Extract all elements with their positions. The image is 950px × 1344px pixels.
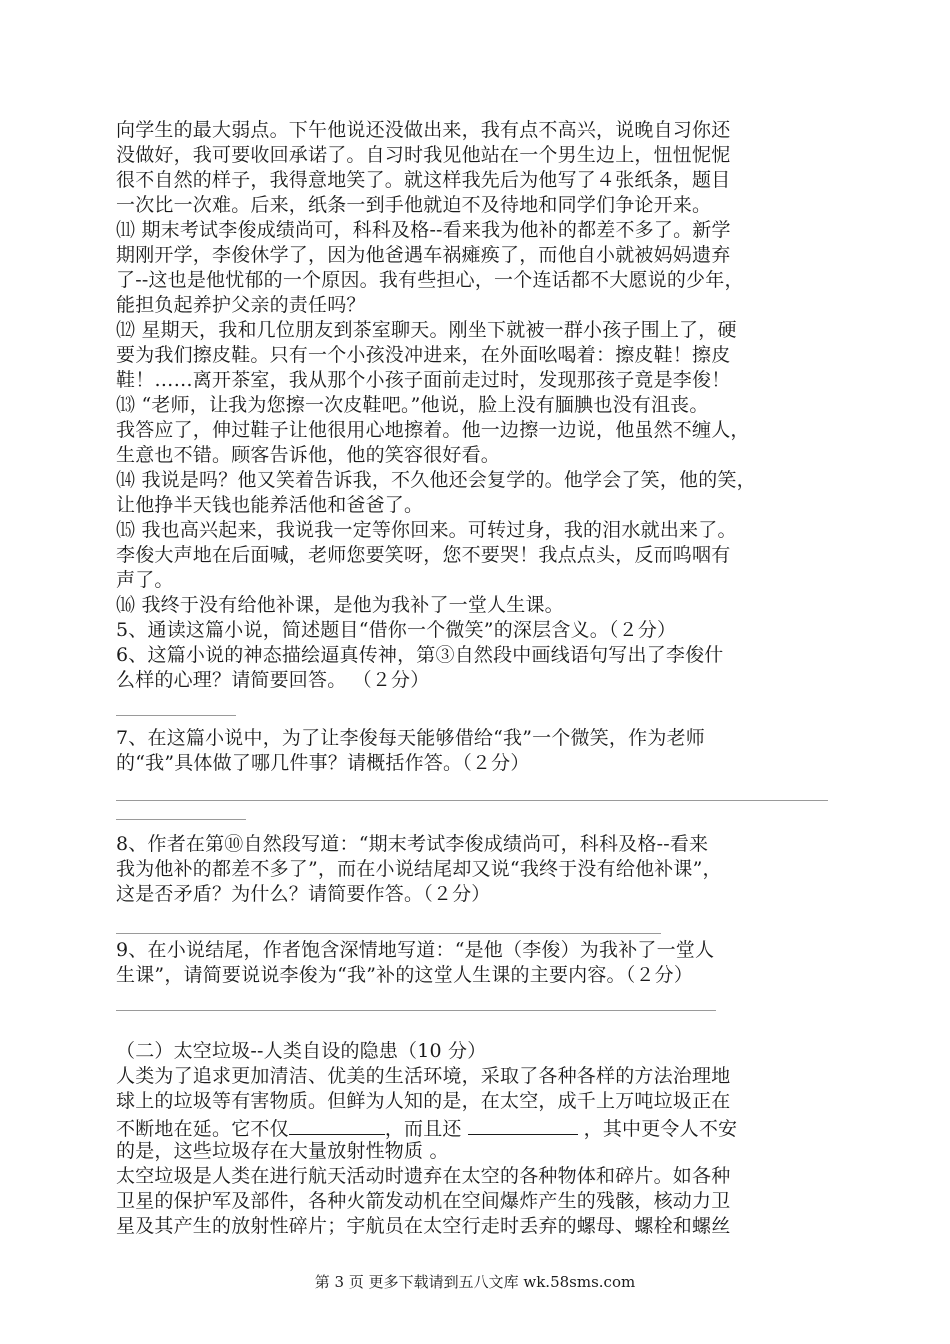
text-line: 太空垃圾是人类在进行航天活动时遗弃在太空的各种物体和碎片。如各种 [116,1165,731,1187]
text-line: 很不自然的样子，我得意地笑了。就这样我先后为他写了４张纸条，题目 [116,169,731,191]
text-line: ⒀ “老师，让我为您擦一次皮鞋吧。”他说，脸上没有腼腆也没有沮丧。 [116,394,709,416]
answer-line [116,800,828,801]
question-5 [116,618,836,643]
question-7 [116,726,836,820]
text-line: 鞋！……离开茶室，我从那个小孩子面前走过时，发现那孩子竟是李俊！ [116,369,731,391]
text-line: ⒂ 我也高兴起来，我说我一定等你回来。可转过身，我的泪水就出来了。 [116,519,737,541]
blank-line-before: 不断地在延。它不仅 [116,1118,289,1140]
question-text: 7、在这篇小说中，为了让李俊每天能够借给“我”一个微笑，作为老师 [116,727,705,749]
text-line: ⑿ 星期天，我和几位朋友到茶室聊天。刚坐下就被一群小孩子围上了，硬 [116,319,737,341]
fill-blank-line [116,1114,836,1139]
question-text: 9、在小说结尾，作者饱含深情地写道：“是他（李俊）为我补了一堂人 [116,939,715,961]
question-text: 生课”，请简要说说李俊为“我”补的这堂人生课的主要内容。（２分） [116,964,694,986]
text-line: 生意也不错。顾客告诉他，他的笑容很好看。 [116,444,501,466]
blank-line-middle: ，而且还 [384,1118,462,1140]
text-line: 一次比一次难。后来，纸条一到手他就迫不及待地和同学们争论开来。 [116,194,712,216]
text-line: 没做好，我可要收回承诺了。自习时我见他站在一个男生边上，忸忸怩怩 [116,144,731,166]
text-line: 球上的垃圾等有害物质。但鲜为人知的是，在太空，成千上万吨垃圾正在 [116,1090,731,1112]
text-line: 李俊大声地在后面喊，老师您要笑呀，您不要哭！我点点头，反而呜咽有 [116,544,731,566]
text-line: 让他挣半天钱也能养活他和爸爸了。 [116,494,424,516]
question-text: 的“我”具体做了哪几件事？请概括作答。（２分） [116,752,530,774]
page-content [116,118,836,1239]
question-9 [116,938,836,1011]
fill-blank-2[interactable] [468,1114,578,1135]
text-line: 卫星的保护军及部件，各种火箭发动机在空间爆炸产生的残骸，核动力卫 [116,1190,731,1212]
text-line: 向学生的最大弱点。下午他说还没做出来，我有点不高兴，说晚自习你还 [116,119,731,141]
article-continuation [116,118,836,618]
question-8 [116,832,836,934]
blank-line-after: ，其中更令人不安 [583,1118,738,1140]
answer-line [116,933,661,934]
question-text: 这是否矛盾？为什么？请简要作答。（２分） [116,883,491,905]
text-line: ⒃ 我终于没有给他补课，是他为我补了一堂人生课。 [116,594,564,616]
fill-blank-1[interactable] [289,1114,385,1135]
text-line: 能担负起养护父亲的责任吗？ [116,294,366,316]
text-line: 人类为了追求更加清洁、优美的生活环境，采取了各种各样的方法治理地 [116,1065,731,1087]
question-text: 我为他补的都差不多了”，而在小说结尾却又说“我终于没有给他补课”， [116,858,722,880]
question-text: 5、通读这篇小说，简述题目“借你一个微笑”的深层含义。（２分） [116,619,677,641]
text-line: 的是，这些垃圾存在大量放射性物质 。 [116,1140,449,1162]
answer-line [116,1010,716,1011]
text-line: 我答应了，伸过鞋子让他很用心地擦着。他一边擦一边说，他虽然不缠人， [116,419,750,441]
section-title: （二）太空垃圾--人类自设的隐患（10 分） [116,1040,487,1062]
text-line: 要为我们擦皮鞋。只有一个小孩没冲进来，在外面吆喝着：擦皮鞋！擦皮 [116,344,731,366]
question-text: 8、作者在第⑩自然段写道：“期末考试李俊成绩尚可，科科及格--看来 [116,833,709,855]
text-line: 星及其产生的放射性碎片；宇航员在太空行走时丢弃的螺母、螺栓和螺丝 [116,1215,731,1237]
text-line: 了--这也是他忧郁的一个原因。我有些担心，一个连话都不大愿说的少年， [116,269,744,291]
answer-line [116,715,236,716]
question-6 [116,643,836,716]
section-2 [116,1039,836,1239]
text-line: 声了。 [116,569,174,591]
question-text: 么样的心理？请简要回答。 （２分） [116,669,430,691]
text-line: ⒁ 我说是吗？他又笑着告诉我，不久他还会复学的。他学会了笑，他的笑， [116,469,756,491]
question-text: 6、这篇小说的神态描绘逼真传神，第③自然段中画线语句写出了李俊什 [116,644,724,666]
text-line: 期刚开学，李俊休学了，因为他爸遇车祸瘫痪了，而他自小就被妈妈遗弃 [116,244,731,266]
page-footer: 第 3 页 更多下载请到五八文库 wk.58sms.com [314,1273,636,1291]
text-line: ⑾ 期末考试李俊成绩尚可，科科及格--看来我为他补的都差不多了。新学 [116,219,731,241]
answer-line [116,819,246,820]
